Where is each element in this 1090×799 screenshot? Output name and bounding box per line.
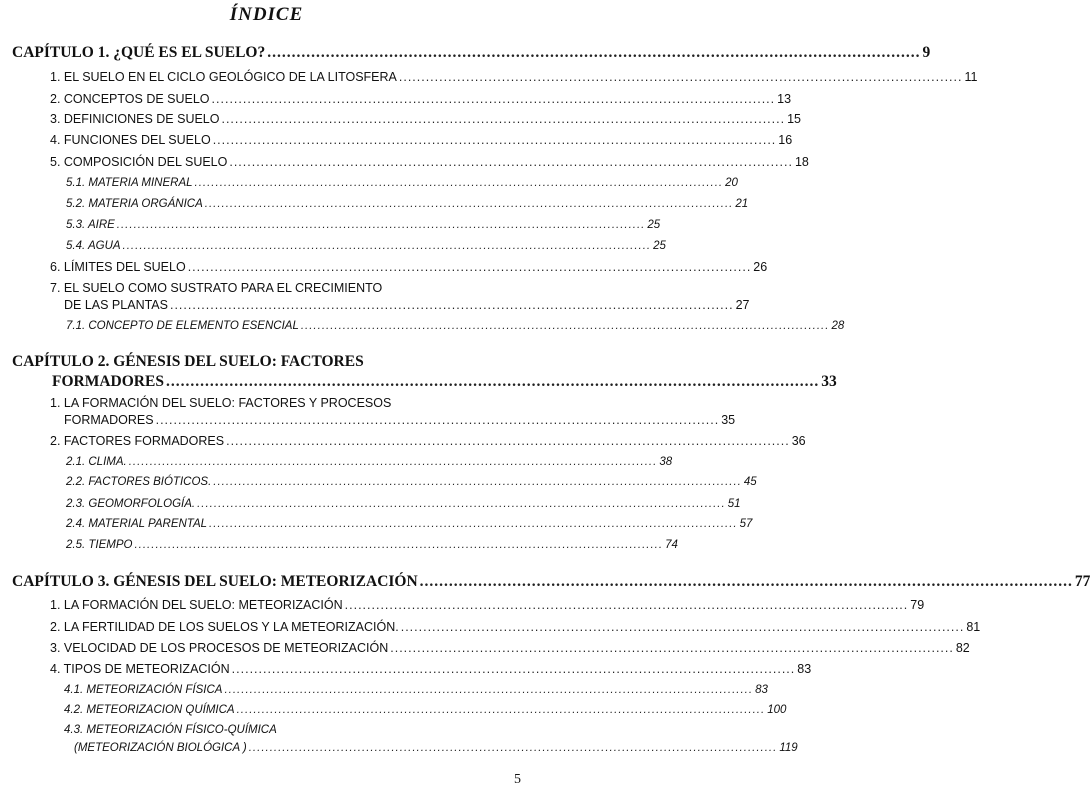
toc-section[interactable] <box>50 434 806 448</box>
leader-dots: .............................................................................................................................. <box>212 133 777 147</box>
toc-section[interactable] <box>50 598 925 612</box>
leader-dots: .............................................................................................................................. <box>134 539 664 551</box>
toc-page-number: 74 <box>665 539 678 551</box>
toc-subsection-label: 2.3. GEOMORFOLOGÍA. <box>66 498 196 510</box>
leader-dots: .............................................................................................................................. <box>209 518 738 530</box>
toc-section-label: 1. EL SUELO EN EL CICLO GEOLÓGICO DE LA LITOSFERA <box>50 70 397 84</box>
toc-section[interactable] <box>64 298 750 312</box>
toc-section-label: 5. COMPOSICIÓN DEL SUELO <box>50 155 228 169</box>
leader-dots: .............................................................................................................................. <box>169 298 734 312</box>
toc-page-number: 45 <box>743 476 757 488</box>
toc-chapter-label: CAPÍTULO 3. GÉNESIS DEL SUELO: METEORIZACIÓN <box>12 573 418 590</box>
toc-section[interactable] <box>50 260 768 274</box>
toc-page-number: 11 <box>964 70 978 84</box>
toc-subsection-label: 5.4. AGUA <box>66 240 121 252</box>
toc-subsection[interactable] <box>64 704 787 716</box>
toc-page-number: 79 <box>910 598 925 612</box>
toc-section[interactable] <box>50 641 970 655</box>
leader-dots: .............................................................................................................................. <box>187 260 752 274</box>
toc-chapter-2[interactable] <box>52 373 837 391</box>
leader-dots: .............................................................................................................................. <box>116 219 646 231</box>
leader-dots: .............................................................................................................................. <box>398 70 963 84</box>
leader-dots: .............................................................................................................................. <box>229 155 793 169</box>
toc-page-number: 35 <box>721 413 736 427</box>
leader-dots: .............................................................................................................................. <box>390 641 954 655</box>
leader-dots: .............................................................................................................................. <box>226 434 790 448</box>
toc-page-number: 16 <box>778 133 793 147</box>
toc-page-number: 81 <box>966 620 981 634</box>
page-number: 5 <box>514 772 521 787</box>
toc-section[interactable] <box>50 112 801 126</box>
toc-section-label: 2. CONCEPTOS DE SUELO <box>50 92 210 106</box>
toc-page-number: 20 <box>725 177 738 189</box>
leader-dots: .............................................................................................................................. <box>344 598 909 612</box>
leader-dots: .............................................................................................................................. <box>197 498 726 510</box>
toc-page-number: 38 <box>659 456 673 468</box>
leader-dots: ...................................................................................................................................... <box>267 44 921 61</box>
toc-chapter-1[interactable] <box>12 44 931 62</box>
toc-section-label: DE LAS PLANTAS <box>64 298 168 312</box>
toc-page-number: 9 <box>922 44 931 61</box>
toc-section-label-line1: 7. EL SUELO COMO SUSTRATO PARA EL CRECIMIENTO <box>50 281 383 295</box>
leader-dots: .............................................................................................................................. <box>155 413 720 427</box>
toc-subsection[interactable] <box>74 742 798 754</box>
toc-section-label: 4. TIPOS DE METEORIZACIÓN <box>50 662 230 676</box>
toc-page-number: 77 <box>1074 573 1090 590</box>
leader-dots: ...................................................................................................................................... <box>419 573 1073 590</box>
toc-chapter-label-line1: CAPÍTULO 2. GÉNESIS DEL SUELO: FACTORES <box>12 353 364 370</box>
toc-section[interactable] <box>50 92 792 106</box>
leader-dots: .............................................................................................................................. <box>236 704 766 716</box>
leader-dots: .............................................................................................................................. <box>231 662 796 676</box>
toc-subsection-label: 4.1. METEORIZACIÓN FÍSICA <box>64 684 223 696</box>
toc-section[interactable] <box>50 662 812 676</box>
leader-dots: .............................................................................................................................. <box>213 476 742 488</box>
toc-subsection-label: 2.4. MATERIAL PARENTAL <box>66 518 208 530</box>
leader-dots: .............................................................................................................................. <box>248 742 778 754</box>
toc-page-number: 100 <box>767 704 787 716</box>
toc-subsection-label: (METEORIZACIÓN BIOLÓGICA ) <box>74 742 247 754</box>
toc-subsection[interactable] <box>66 498 741 510</box>
toc-section-label: 6. LÍMITES DEL SUELO <box>50 260 186 274</box>
toc-section-label: 3. DEFINICIONES DE SUELO <box>50 112 220 126</box>
toc-subsection-label: 5.2. MATERIA ORGÁNICA <box>66 198 203 210</box>
toc-page-number: 83 <box>755 684 768 696</box>
toc-section[interactable] <box>50 70 978 84</box>
toc-page-number: 119 <box>779 742 798 754</box>
toc-subsection-label: 4.2. METEORIZACION QUÍMICA <box>64 704 235 716</box>
toc-chapter-label: FORMADORES <box>52 373 164 390</box>
toc-page-number: 36 <box>791 434 806 448</box>
toc-subsection[interactable] <box>66 219 661 231</box>
leader-dots: .............................................................................................................................. <box>204 198 734 210</box>
leader-dots: .............................................................................................................................. <box>122 240 652 252</box>
toc-subsection-label: 5.1. MATERIA MINERAL <box>66 177 193 189</box>
toc-page-number: 21 <box>735 198 749 210</box>
toc-subsection[interactable] <box>66 518 753 530</box>
page-title: ÍNDICE <box>229 4 304 25</box>
toc-page-number: 25 <box>653 240 666 252</box>
toc-page-number: 15 <box>787 112 801 126</box>
toc-page-number: 27 <box>735 298 750 312</box>
toc-page-number: 57 <box>739 518 753 530</box>
toc-subsection-label: 2.1. CLIMA. <box>66 456 127 468</box>
toc-chapter-label: CAPÍTULO 1. ¿QUÉ ES EL SUELO? <box>12 44 266 61</box>
toc-section-label: 1. LA FORMACIÓN DEL SUELO: METEORIZACIÓN <box>50 598 343 612</box>
toc-section-label: 3. VELOCIDAD DE LOS PROCESOS DE METEORIZACIÓN <box>50 641 389 655</box>
toc-page-number: 28 <box>831 320 845 332</box>
leader-dots: .............................................................................................................................. <box>194 177 724 189</box>
leader-dots: .............................................................................................................................. <box>128 456 658 468</box>
leader-dots: .............................................................................................................................. <box>400 620 965 634</box>
toc-page-number: 25 <box>647 219 661 231</box>
toc-page-number: 82 <box>955 641 970 655</box>
toc-section-label: FORMADORES <box>64 413 154 427</box>
toc-subsection-label: 7.1. CONCEPTO DE ELEMENTO ESENCIAL <box>66 320 299 332</box>
toc-section-label: 2. FACTORES FORMADORES <box>50 434 225 448</box>
toc-subsection[interactable] <box>66 198 749 210</box>
toc-subsection-label-line1: 4.3. METEORIZACIÓN FÍSICO-QUÍMICA <box>64 724 277 736</box>
toc-chapter-3[interactable] <box>12 573 1090 591</box>
toc-section[interactable] <box>50 620 981 634</box>
toc-page-number: 33 <box>821 373 837 390</box>
toc-subsection-label: 5.3. AIRE <box>66 219 115 231</box>
toc-subsection[interactable] <box>66 177 738 189</box>
toc-page-number: 83 <box>797 662 812 676</box>
leader-dots: .............................................................................................................................. <box>211 92 776 106</box>
toc-subsection[interactable] <box>66 476 757 488</box>
toc-section-label: 4. FUNCIONES DEL SUELO <box>50 133 211 147</box>
leader-dots: .............................................................................................................................. <box>300 320 830 332</box>
toc-page-number: 51 <box>727 498 741 510</box>
toc-page-number: 26 <box>753 260 768 274</box>
toc-subsection[interactable] <box>64 684 768 696</box>
toc-subsection[interactable] <box>66 240 666 252</box>
leader-dots: .............................................................................................................................. <box>221 112 786 126</box>
toc-subsection-label: 2.2. FACTORES BIÓTICOS. <box>66 476 212 488</box>
toc-page-number: 13 <box>777 92 792 106</box>
toc-section-label: 2. LA FERTILIDAD DE LOS SUELOS Y LA METEORIZACIÓN. <box>50 620 399 634</box>
leader-dots: .............................................................................................................................. <box>224 684 754 696</box>
toc-section[interactable] <box>50 133 793 147</box>
toc-section-label-line1: 1. LA FORMACIÓN DEL SUELO: FACTORES Y PROCESOS <box>50 396 392 410</box>
toc-subsection[interactable] <box>66 320 845 332</box>
toc-section[interactable] <box>50 155 809 169</box>
toc-subsection[interactable] <box>66 456 673 468</box>
toc-subsection-label: 2.5. TIEMPO <box>66 539 133 551</box>
toc-page-number: 18 <box>794 155 809 169</box>
toc-subsection[interactable] <box>66 539 678 551</box>
toc-section[interactable] <box>64 413 736 427</box>
leader-dots: ...................................................................................................................................... <box>165 373 820 390</box>
